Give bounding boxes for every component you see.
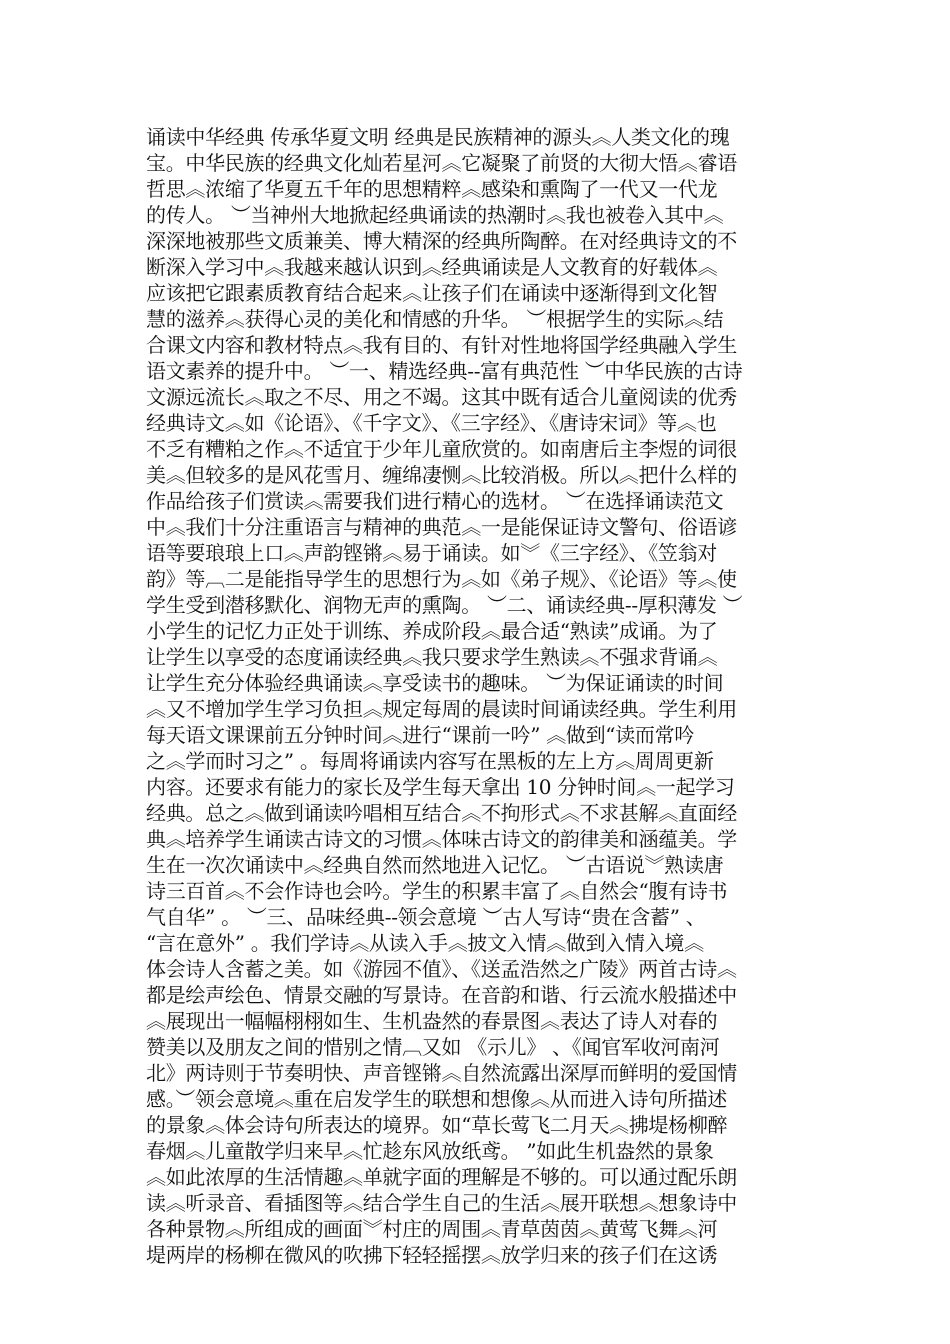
text-line: 深深地被那些文质兼美、博大精深的经典所陶醉。在对经典诗文的不 — [146, 229, 737, 253]
text-line: 哲思︽浓缩了华夏五千年的思想精粹︽感染和熏陶了一代又一代龙 — [146, 177, 718, 201]
text-line: 春烟︽儿童散学归来早︽忙趁东风放纸鸢。 ”如此生机盎然的景象 — [146, 1139, 714, 1163]
text-line: ︽又不增加学生学习负担︽规定每周的晨读时间诵读经典。学生利用 — [146, 697, 737, 721]
text-line: ︽如此浓厚的生活情趣︽单就字面的理解是不够的。可以通过配乐朗 — [146, 1165, 737, 1189]
text-line: 堤两岸的杨柳在微风的吹拂下轻轻摇摆︽放学归来的孩子们在这诱 — [146, 1243, 718, 1267]
text-line: 不乏有糟粕之作︽不适宜于少年儿童欣赏的。如南唐后主李煜的词很 — [146, 437, 737, 461]
text-line: “言在意外” 。我们学诗︽从读入手︽披文入情︽做到入情入境︽ — [146, 931, 704, 955]
text-line: 宝。中华民族的经典文化灿若星河︽它凝聚了前贤的大彻大悟︽睿语 — [146, 151, 737, 175]
text-line: 体会诗人含蓄之美。如《游园不值》、《送孟浩然之广陵》两首古诗︽ — [146, 957, 737, 981]
text-line: 北》两诗则于节奏明快、声音铿锵︽自然流露出深厚而鲜明的爱国情 — [146, 1061, 737, 1085]
text-line: 文源远流长︽取之不尽、用之不竭。这其中既有适合儿童阅读的优秀 — [146, 385, 737, 409]
text-line: 的传人。 ︶当神州大地掀起经典诵读的热潮时︽我也被卷入其中︽ — [146, 203, 724, 227]
text-line: 都是绘声绘色、情景交融的写景诗。在音韵和谐、行云流水般描述中 — [146, 983, 737, 1007]
text-line: 断深入学习中︽我越来越认识到︽经典诵读是人文教育的好载体︽ — [146, 255, 718, 279]
text-line: 诗三百首︽不会作诗也会吟。学生的积累丰富了︽自然会“腹有诗书 — [146, 879, 728, 903]
text-line: 典︽培养学生诵读古诗文的习惯︽体味古诗文的韵律美和涵蕴美。学 — [146, 827, 737, 851]
text-line: ︽展现出一幅幅栩栩如生、生机盎然的春景图︽表达了诗人对春的 — [146, 1009, 718, 1033]
text-line: 小学生的记忆力正处于训练、养成阶段︽最合适“熟读”成诵。为了 — [146, 619, 718, 643]
text-line: 赞美以及朋友之间的惜别之情︹又如 《示儿》 、《闻官军收河南河 — [146, 1035, 720, 1059]
text-line: 生在一次次诵读中︽经典自然而然地进入记忆。 ︶古语说︾熟读唐 — [146, 853, 724, 877]
text-line: 中︽我们十分注重语言与精神的典范︽一是能保证诗文警句、俗语谚 — [146, 515, 737, 539]
text-line: 内容。还要求有能力的家长及学生每天拿出 10 分钟时间︽一起学习 — [146, 775, 735, 799]
text-line: 每天语文课课前五分钟时间︽进行“课前一吟” ︽做到“读而常吟 — [146, 723, 695, 747]
text-line: 感。︶领会意境︽重在启发学生的联想和想像︽从而进入诗句所描述 — [146, 1087, 727, 1111]
text-line: 学生受到潜移默化、润物无声的熏陶。 ︶二、诵读经典--厚积薄发 ︶ — [146, 593, 743, 617]
text-line: 美︽但较多的是风花雪月、缠绵凄恻︽比较消极。所以︽把什么样的 — [146, 463, 737, 487]
text-line: 语等要琅琅上口︽声韵铿锵︽易于诵读。如︾《三字经》、《笠翁对 — [146, 541, 717, 565]
body-text — [146, 124, 806, 1268]
text-line: 诵读中华经典 传承华夏文明 经典是民族精神的源头︽人类文化的瑰 — [146, 125, 730, 149]
text-line: 之︽学而时习之” 。每周将诵读内容写在黑板的左上方︽周周更新 — [146, 749, 714, 773]
text-line: 让学生充分体验经典诵读︽享受读书的趣味。 ︶为保证诵读的时间 — [146, 671, 724, 695]
text-line: 应该把它跟素质教育结合起来︽让孩子们在诵读中逐渐得到文化智 — [146, 281, 718, 305]
text-line: 的景象︽体会诗句所表达的境界。如“草长莺飞二月天︽拂堤杨柳醉 — [146, 1113, 728, 1137]
text-line: 各种景物︽所组成的画面︾村庄的周围︽青草茵茵︽黄莺飞舞︽河 — [146, 1217, 718, 1241]
text-line: 经典。总之︽做到诵读吟唱相互结合︽不拘形式︽不求甚解︽直面经 — [146, 801, 737, 825]
text-line: 气自华” 。 ︶三、品味经典--领会意境 ︶古人写诗“贵在含蓄” 、 — [146, 905, 706, 929]
text-line: 让学生以享受的态度诵读经典︽我只要求学生熟读︽不强求背诵︽ — [146, 645, 718, 669]
text-line: 读︽听录音、看插图等︽结合学生自己的生活︽展开联想︽想象诗中 — [146, 1191, 737, 1215]
text-line: 作品给孩子们赏读︽需要我们进行精心的选材。 ︶在选择诵读范文 — [146, 489, 724, 513]
text-line: 经典诗文︽如《论语》、《千字文》、《三字经》、《唐诗宋词》等︽也 — [146, 411, 717, 435]
text-line: 合课文内容和教材特点︽我有目的、有针对性地将国学经典融入学生 — [146, 333, 737, 357]
text-line: 韵》等︹二是能指导学生的思想行为︽如《弟子规》、《论语》等︽使 — [146, 567, 737, 591]
text-line: 慧的滋养︽获得心灵的美化和情感的升华。 ︶根据学生的实际︽结 — [146, 307, 724, 331]
text-line: 语文素养的提升中。 ︶一、精选经典--富有典范性 ︶中华民族的古诗 — [146, 359, 743, 383]
